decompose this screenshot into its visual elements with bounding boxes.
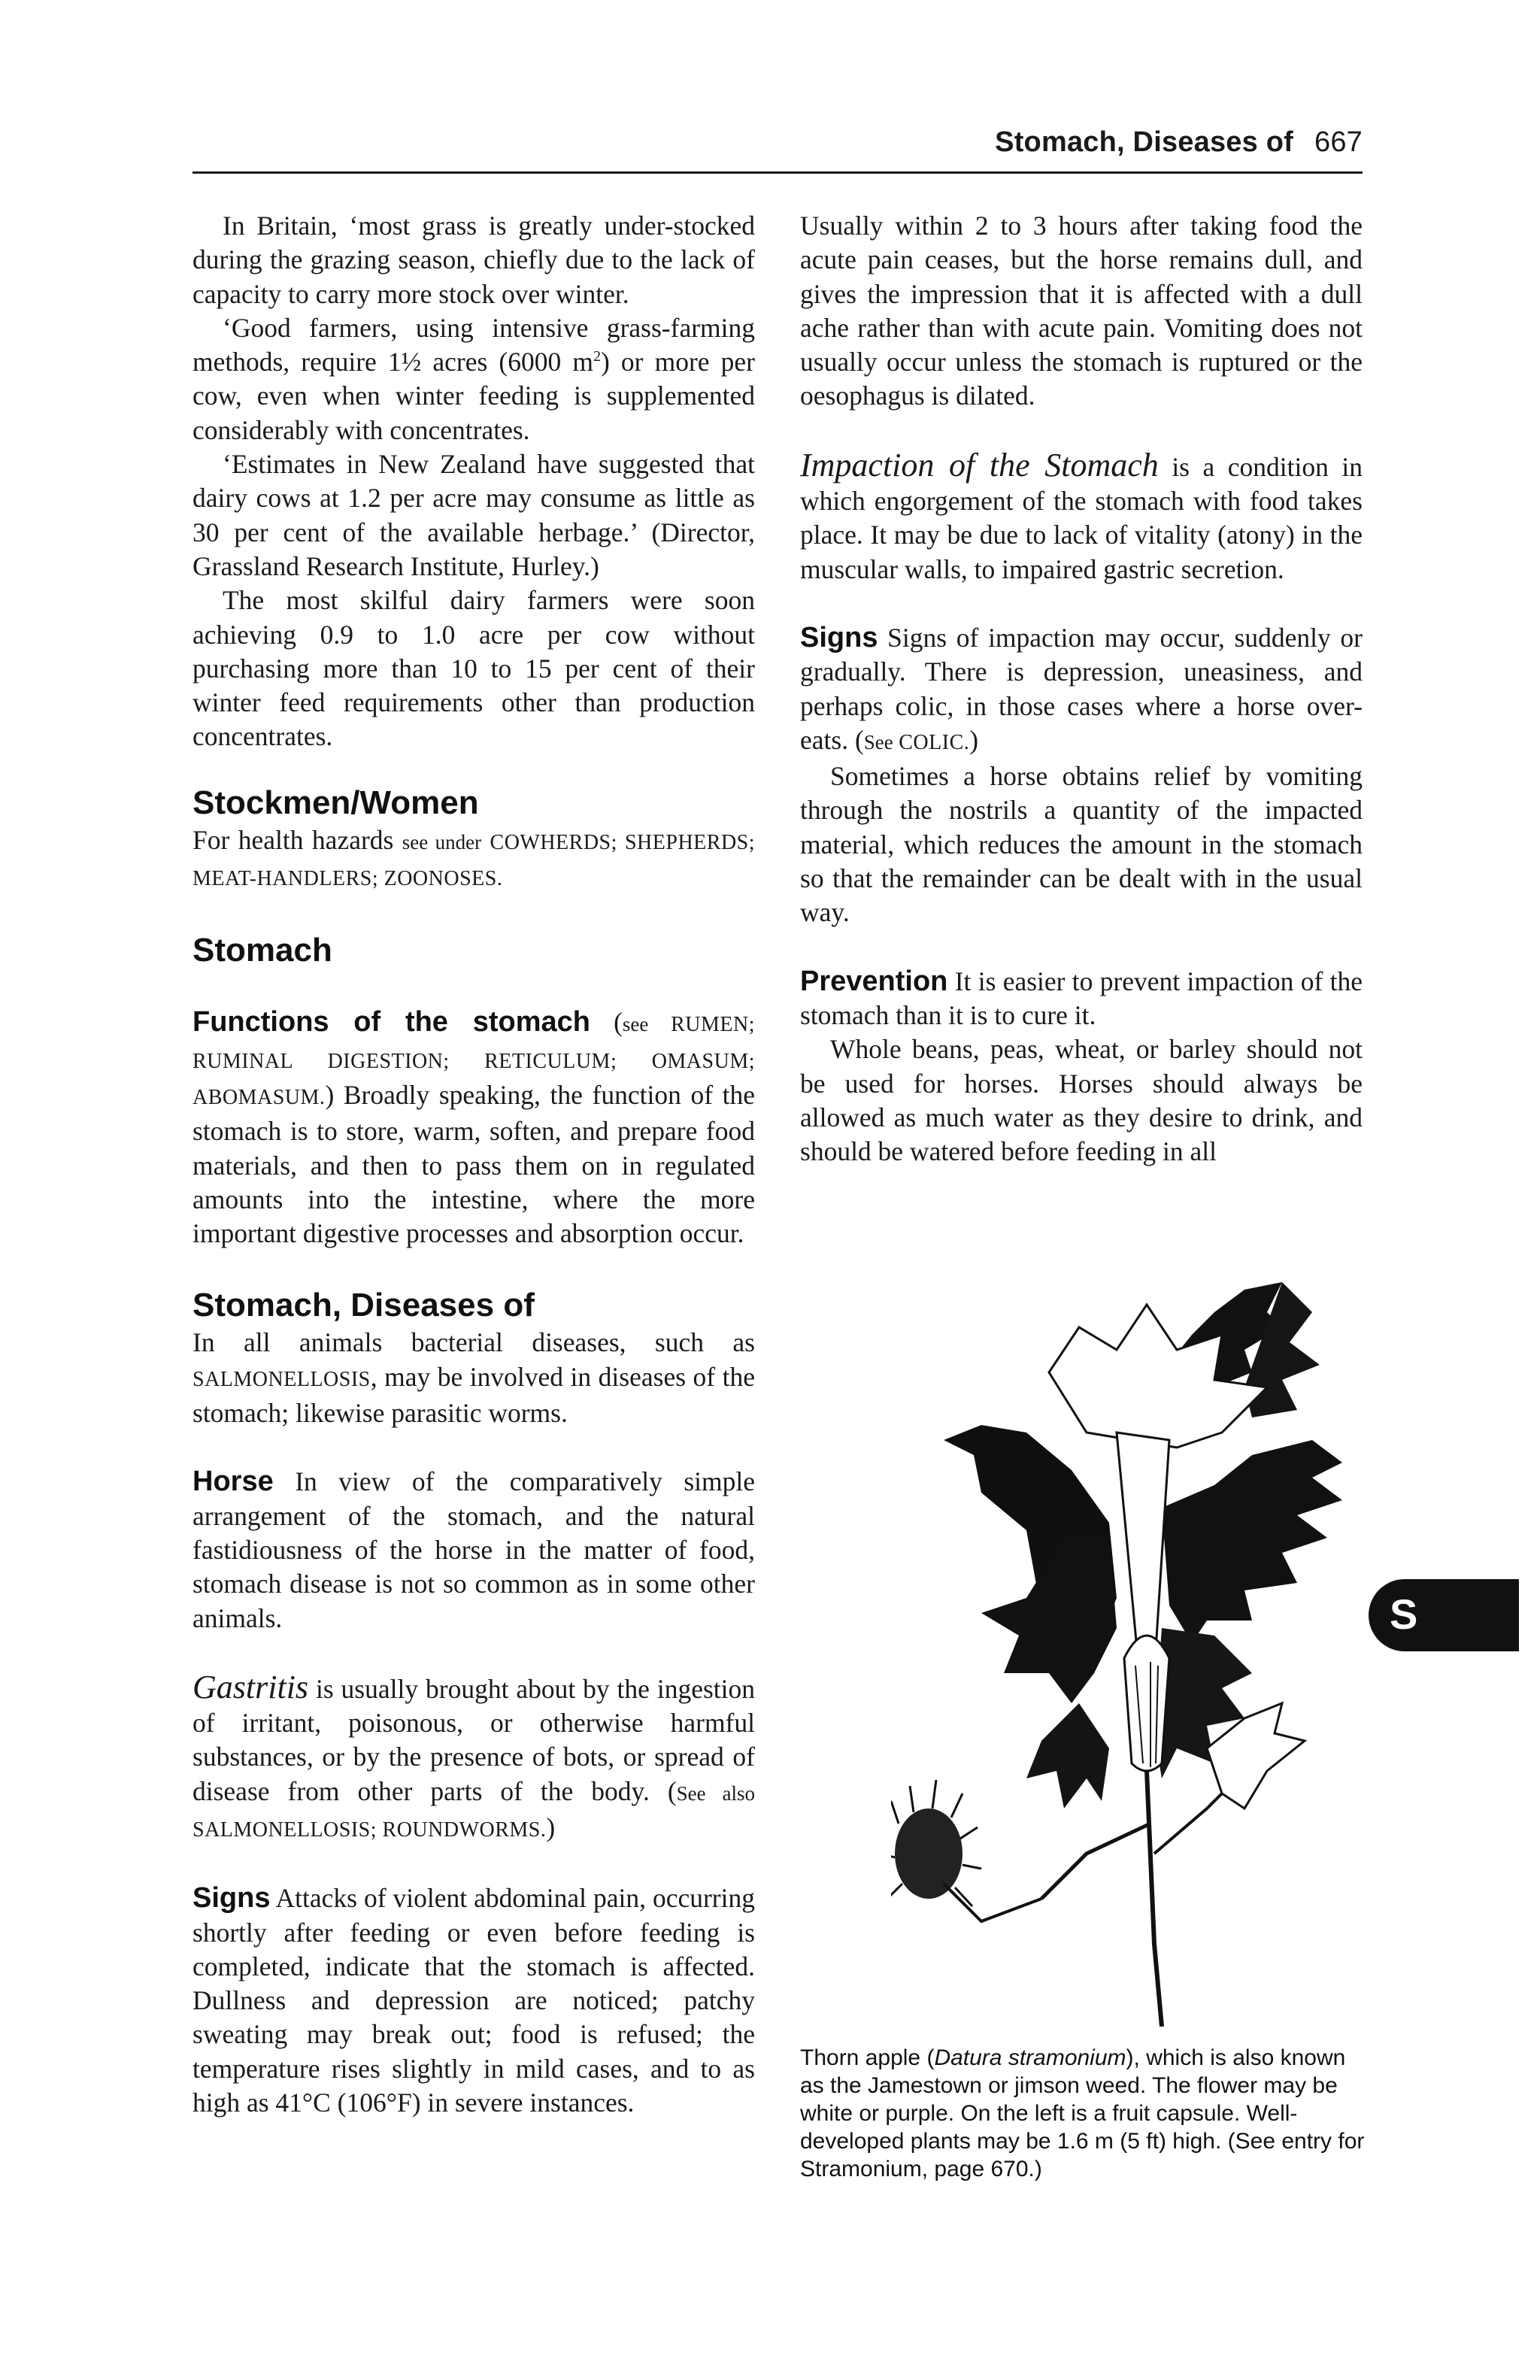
running-head-title: Stomach, Diseases of xyxy=(995,126,1293,158)
left-column xyxy=(192,209,755,2120)
subheading-horse: Horse xyxy=(192,1466,274,1498)
paragraph-prevention: Prevention It is easier to prevent impaction of the stomach than it is to cure it. xyxy=(800,965,1363,1030)
paragraph-functions: Functions of the stomach (see RUMEN; RUMINAL DIGESTION; RETICULUM; OMASUM; ABOMASUM.) Broadly speaking, the function of the stomach is to store, warm, soften, and prepare food materials, and then to pass them on in regulated amounts into the intestine, where the more important digestive processes and absorption occur. xyxy=(192,1006,755,1249)
subheading-functions: Functions of the stomach xyxy=(192,1006,590,1038)
subheading-signs: Signs xyxy=(192,1882,271,1915)
paragraph-vomiting-relief: Sometimes a horse obtains relief by vomiting through the nostrils a quantity of the impacted material, which reduces the amount in the stomach so that the remainder can be dealt with in the usual way. xyxy=(800,761,1363,928)
subheading-signs: Signs xyxy=(800,621,878,653)
thorn-apple-illustration xyxy=(891,1282,1357,2027)
paragraph-signs-gastritis: Signs Attacks of violent abdominal pain, occurring shortly after feeding or even before feeding is completed, indicate that the stomach is affected. Dullness and depression are noticed; patchy sweating may break out; food is refused; the temperature rises slightly in mild cases, and to as high as 41°C (106°F) in severe instances. xyxy=(192,1882,755,2118)
subheading-gastritis: Gastritis xyxy=(192,1668,309,1705)
paragraph-pain-ceases: Usually within 2 to 3 hours after taking food the acute pain ceases, but the horse remains dull, and gives the impression that it is affected with a dull ache rather than with acute pain. Vomiting does not usually occur unless the stomach is ruptured or the oesophagus is dilated. xyxy=(800,211,1363,411)
paragraph-horse: Horse In view of the comparatively simple arrangement of the stomach, and the natural fastidiousness of the horse in the matter of food, stomach disease is not so common as in some other animals. xyxy=(192,1466,755,1633)
paragraph-whole-beans: Whole beans, peas, wheat, or barley should not be used for horses. Horses should always be allowed as much water as they desire to drink, and should be watered before feeding in all xyxy=(800,1034,1363,1167)
cross-reference: SALMONELLOSIS xyxy=(192,1367,371,1391)
thumb-tab-letter: S xyxy=(1390,1590,1418,1638)
paragraph-diseases-intro: In all animals bacterial diseases, such as SALMONELLOSIS, may be involved in diseases of the stomach; likewise parasitic worms. xyxy=(192,1327,755,1429)
running-head xyxy=(192,126,1363,164)
paragraph-signs-impaction: Signs Signs of impaction may occur, suddenly or gradually. There is depression, uneasiness, and perhaps colic, in those cases where a horse over-eats. (See COLIC.) xyxy=(800,621,1363,755)
right-column xyxy=(800,209,1363,1169)
paragraph-skilful-farmers: The most skilful dairy farmers were soon achieving 0.9 to 1.0 acre per cow without purchasing more than 10 to 15 per cent of their winter feed requirements other than production concentrates. xyxy=(192,585,755,752)
cross-references: RUMEN; RUMINAL DIGESTION; RETICULUM; OMASUM; ABOMASUM. xyxy=(192,1013,755,1109)
cross-references: COWHERDS; SHEPHERDS; MEAT-HANDLERS; ZOONOSES. xyxy=(192,830,756,891)
paragraph-britain: In Britain, ‘most grass is greatly under-stocked during the grazing season, chiefly due to the lack of capacity to carry more stock over winter. xyxy=(192,211,755,309)
section-thumb-tab xyxy=(1369,1579,1519,1651)
heading-stomach-diseases: Stomach, Diseases of xyxy=(192,1287,535,1324)
cross-references: SALMONELLOSIS; ROUNDWORMS. xyxy=(192,1818,547,1842)
species-name: Datura stramonium xyxy=(934,2045,1126,2070)
figure-caption: Thorn apple (Datura stramonium), which is also known as the Jamestown or jimson weed. The flower may be white or purple. On the left is a fruit capsule. Well-developed plants may be 1.6 m (5 ft) high. (See entry for Stramonium, page 670.) xyxy=(800,2045,1365,2181)
paragraph-stockmen: For health hazards see under COWHERDS; SHEPHERDS; MEAT-HANDLERS; ZOONOSES. xyxy=(192,824,756,891)
heading-stockmen: Stockmen/Women xyxy=(192,784,479,821)
heading-stomach: Stomach xyxy=(192,932,332,969)
paragraph-gastritis: Gastritis is usually brought about by the ingestion of irritant, poisonous, or otherwise harmful substances, or by the presence of bots, or spread of disease from other parts of the body. (See also SALMONELLOSIS; ROUNDWORMS.) xyxy=(192,1668,755,1842)
header-rule xyxy=(192,171,1363,174)
page-number: 667 xyxy=(1314,126,1363,158)
paragraph-impaction: Impaction of the Stomach is a condition in which engorgement of the stomach with food takes place. It may be due to lack of vitality (atony) in the muscular walls, to impaired gastric secretion. xyxy=(800,446,1363,584)
paragraph-good-farmers: ‘Good farmers, using intensive grass-farming methods, require 1½ acres (6000 $m^2$) or more per cow, even when winter feeding is supplemented considerably with concentrates. xyxy=(192,312,755,445)
superscript: 2 xyxy=(593,348,601,365)
subheading-impaction: Impaction of the Stomach xyxy=(800,446,1159,484)
subheading-prevention: Prevention xyxy=(800,965,948,997)
paragraph-new-zealand: ‘Estimates in New Zealand have suggested that dairy cows at 1.2 per acre may consume as little as 30 per cent of the available herbage.’ (Director, Grassland Research Institute, Hurley.) xyxy=(192,449,755,581)
cross-reference: COLIC. xyxy=(893,730,970,754)
